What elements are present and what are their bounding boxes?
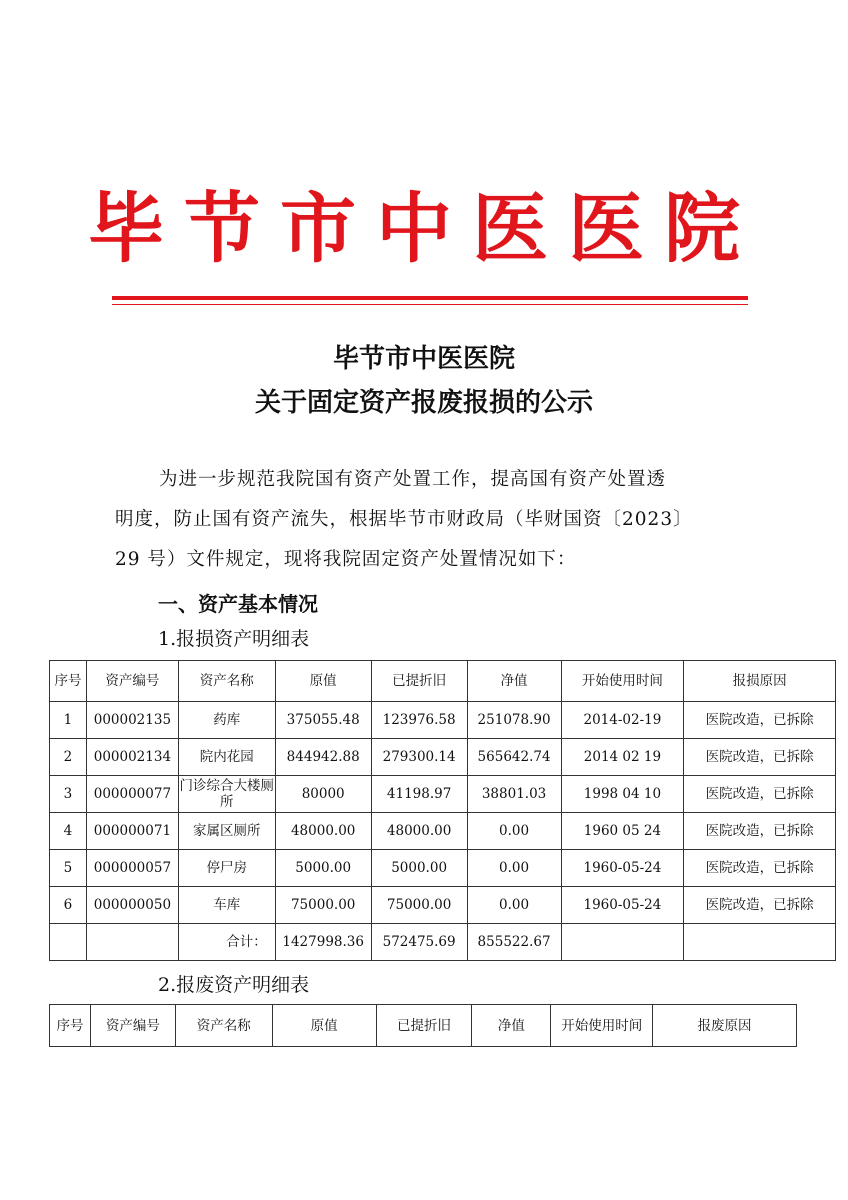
cell-asset-name: 车库	[178, 887, 275, 924]
total-net: 855522.67	[467, 924, 561, 961]
cell-asset-no: 000000077	[86, 776, 178, 813]
intro-line-3: 29 号）文件规定，现将我院固定资产处置情况如下：	[115, 549, 577, 570]
table-row	[50, 850, 836, 887]
cell-start-date: 1960 05 24	[561, 813, 684, 850]
col-header-original: 原值	[272, 1005, 376, 1047]
cell-reason: 医院改造，已拆除	[684, 887, 836, 924]
cell-net: 0.00	[467, 850, 561, 887]
cell-depreciation: 279300.14	[371, 739, 467, 776]
cell-net: 565642.74	[467, 739, 561, 776]
cell-net: 0.00	[467, 813, 561, 850]
masthead-rule-thin	[112, 304, 748, 305]
cell-asset-no: 000000050	[86, 887, 178, 924]
cell-reason: 医院改造，已拆除	[684, 776, 836, 813]
cell-seq: 1	[50, 702, 87, 739]
intro-paragraph	[115, 460, 755, 580]
col-header-original: 原值	[275, 661, 371, 702]
cell-start-date: 1998 04 10	[561, 776, 684, 813]
intro-line-2: 明度，防止国有资产流失，根据毕节市财政局（毕财国资〔2023〕	[115, 509, 693, 530]
cell-empty	[50, 924, 87, 961]
cell-start-date: 1960-05-24	[561, 850, 684, 887]
doc-title-line1: 毕节市中医医院	[332, 344, 515, 374]
cell-net: 251078.90	[467, 702, 561, 739]
table-row	[50, 776, 836, 813]
cell-depreciation: 41198.97	[371, 776, 467, 813]
table2-caption: 2.报废资产明细表	[158, 974, 310, 996]
col-header-asset-name: 资产名称	[175, 1005, 272, 1047]
cell-start-date: 1960-05-24	[561, 887, 684, 924]
cell-asset-name: 院内花园	[178, 739, 275, 776]
cell-seq: 4	[50, 813, 87, 850]
cell-empty	[561, 924, 684, 961]
masthead-title: 毕节市中医医院	[88, 184, 760, 273]
cell-reason: 医院改造，已拆除	[684, 702, 836, 739]
cell-original: 375055.48	[275, 702, 371, 739]
masthead-rule-thick	[112, 296, 748, 300]
cell-original: 5000.00	[275, 850, 371, 887]
cell-asset-name: 门诊综合大楼厕所	[178, 776, 275, 813]
cell-net: 38801.03	[467, 776, 561, 813]
loss-assets-table	[49, 660, 836, 961]
cell-start-date: 2014 02 19	[561, 739, 684, 776]
cell-net: 0.00	[467, 887, 561, 924]
cell-original: 75000.00	[275, 887, 371, 924]
table-header-row	[50, 661, 836, 702]
col-header-depreciation: 已提折旧	[371, 661, 467, 702]
cell-asset-no: 000000057	[86, 850, 178, 887]
total-original: 1427998.36	[275, 924, 371, 961]
table1-caption: 1.报损资产明细表	[158, 628, 310, 650]
total-row	[50, 924, 836, 961]
cell-asset-no: 000002135	[86, 702, 178, 739]
col-header-asset-name: 资产名称	[178, 661, 275, 702]
col-header-reason: 报损原因	[684, 661, 836, 702]
cell-empty	[86, 924, 178, 961]
cell-depreciation: 75000.00	[371, 887, 467, 924]
cell-original: 80000	[275, 776, 371, 813]
col-header-start-date: 开始使用时间	[561, 661, 684, 702]
cell-reason: 医院改造，已拆除	[684, 813, 836, 850]
table-row	[50, 813, 836, 850]
col-header-seq: 序号	[50, 661, 87, 702]
col-header-depreciation: 已提折旧	[376, 1005, 472, 1047]
cell-original: 844942.88	[275, 739, 371, 776]
col-header-asset-no: 资产编号	[86, 661, 178, 702]
cell-seq: 6	[50, 887, 87, 924]
cell-asset-name: 家属区厕所	[178, 813, 275, 850]
col-header-asset-no: 资产编号	[90, 1005, 175, 1047]
table-row	[50, 887, 836, 924]
cell-asset-no: 000000071	[86, 813, 178, 850]
doc-title-line2: 关于固定资产报废报损的公示	[254, 388, 593, 418]
cell-depreciation: 5000.00	[371, 850, 467, 887]
intro-line-1: 为进一步规范我院国有资产处置工作，提高国有资产处置透	[159, 469, 667, 490]
cell-seq: 5	[50, 850, 87, 887]
col-header-start-date: 开始使用时间	[551, 1005, 653, 1047]
total-depreciation: 572475.69	[371, 924, 467, 961]
cell-asset-name: 药库	[178, 702, 275, 739]
table-row	[50, 739, 836, 776]
cell-depreciation: 48000.00	[371, 813, 467, 850]
cell-reason: 医院改造，已拆除	[684, 739, 836, 776]
section-heading: 一、资产基本情况	[158, 592, 318, 616]
scrap-assets-table	[49, 1004, 797, 1047]
cell-depreciation: 123976.58	[371, 702, 467, 739]
table-row	[50, 702, 836, 739]
cell-seq: 2	[50, 739, 87, 776]
col-header-net: 净值	[472, 1005, 551, 1047]
cell-start-date: 2014-02-19	[561, 702, 684, 739]
table-header-row	[50, 1005, 797, 1047]
col-header-net: 净值	[467, 661, 561, 702]
cell-asset-no: 000002134	[86, 739, 178, 776]
total-label: 合计：	[178, 924, 275, 961]
cell-empty	[684, 924, 836, 961]
cell-reason: 医院改造，已拆除	[684, 850, 836, 887]
col-header-seq: 序号	[50, 1005, 91, 1047]
cell-asset-name: 停尸房	[178, 850, 275, 887]
col-header-reason: 报废原因	[653, 1005, 797, 1047]
cell-original: 48000.00	[275, 813, 371, 850]
cell-seq: 3	[50, 776, 87, 813]
